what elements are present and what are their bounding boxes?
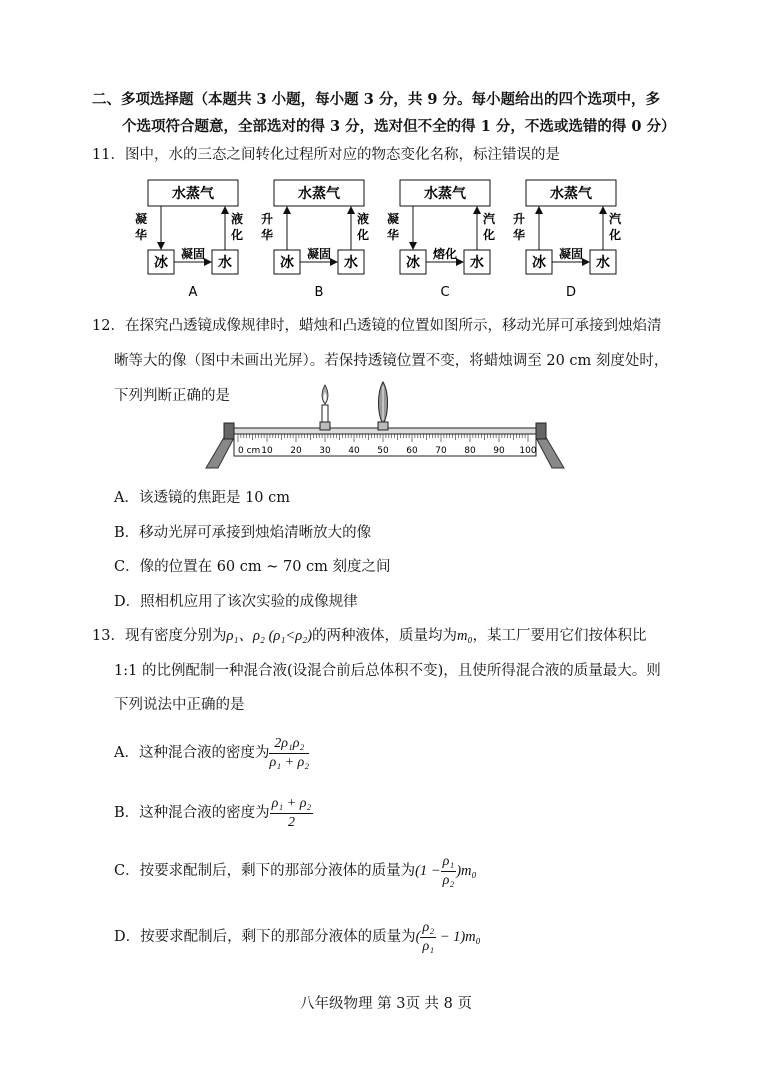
left-arrow-char2: 华 [386, 228, 399, 242]
q13-option-c: C．按要求配制后，剩下的那部分液体的质量为(1 − $\frac{\text{ρ₁}}{\text{ρ₂}}$ )m₀ [114, 853, 477, 888]
right-arrow-char2: 化 [483, 228, 496, 242]
q12-option-c: C．像的位置在 60 cm ~ 70 cm 刻度之间 [114, 559, 391, 575]
optical-bench [200, 378, 570, 470]
water-label: 水 [344, 255, 358, 271]
ruler-label: 40 [348, 446, 360, 456]
right-arrow-char2: 化 [357, 228, 370, 242]
left-arrow-char1: 升 [260, 212, 273, 226]
left-arrow-char2: 华 [134, 228, 147, 242]
diagram-a [135, 180, 243, 300]
diagram-letter: B [314, 285, 324, 300]
bottom-arrow-label: 凝固 [306, 247, 332, 261]
left-arrow-char2: 华 [260, 228, 273, 242]
q13-line1: 13．现有密度分别为ρ₁、ρ₂ (ρ₁<ρ₂)的两种液体，质量均为m₀，某工厂要用它们按体积比 [92, 628, 647, 644]
ruler-label: 100 [519, 446, 537, 456]
bottom-arrow-label: 凝固 [558, 247, 584, 261]
q13-line3: 下列说法中正确的是 [114, 697, 245, 713]
q12-option-d: D．照相机应用了该次实验的成像规律 [114, 594, 358, 610]
right-arrow-char1: 液 [357, 212, 370, 226]
q13-option-b: B．这种混合液的密度为 $\frac{\text{ρ₁ + ρ₂}}{2}$ [114, 795, 312, 830]
left-arrow-char1: 凝 [134, 212, 147, 226]
vapor-label: 水蒸气 [172, 186, 214, 202]
q13-option-d: D．按要求配制后，剩下的那部分液体的质量为( $\frac{\text{ρ₂}}{\text{ρ₁}}$ − 1)m₀ [114, 919, 481, 954]
left-arrow-char1: 凝 [386, 212, 399, 226]
q11-diagrams [130, 172, 630, 302]
q12-line2: 晰等大的像（图中未画出光屏）。若保持透镜位置不变，将蜡烛调至 20 cm 刻度处时， [114, 353, 669, 369]
vapor-label: 水蒸气 [550, 186, 592, 202]
ruler-label: 90 [493, 446, 505, 456]
left-arrow-char1: 升 [512, 212, 525, 226]
diagram-letter: C [440, 285, 450, 300]
ruler-label: 80 [464, 446, 476, 456]
ruler-label: 20 [290, 446, 302, 456]
q11-stem: 11．图中，水的三态之间转化过程所对应的物态变化名称，标注错误的是 [92, 147, 560, 163]
water-label: 水 [218, 255, 232, 271]
rho-list: ρ₁、ρ₂ (ρ₁<ρ₂) [226, 628, 313, 644]
section-title-line1: 二、多项选择题（本题共 3 小题，每小题 3 分，共 9 分。每小题给出的四个选项中，多 [92, 91, 661, 108]
q13-line2: 1:1 的比例配制一种混合液(设混合前后总体积不变)，且使所得混合液的质量最大。则 [114, 663, 661, 679]
q12-line3: 下列判断正确的是 [114, 388, 230, 404]
bottom-arrow-label: 凝固 [180, 247, 206, 261]
ice-label: 冰 [406, 255, 420, 271]
diagram-b [261, 180, 369, 300]
water-label: 水 [470, 255, 484, 271]
ruler-label: 70 [435, 446, 447, 456]
left-arrow-char2: 华 [512, 228, 525, 242]
diagram-letter: A [188, 285, 198, 300]
ruler-label: 30 [319, 446, 331, 456]
ruler-label: 60 [406, 446, 418, 456]
bench-left-clamp [224, 423, 234, 439]
right-arrow-char2: 化 [609, 228, 622, 242]
bottom-arrow-label: 熔化 [432, 247, 458, 261]
m0-symbol: m₀ [457, 628, 473, 644]
diagram-letter: D [565, 285, 577, 300]
q12-line1: 12．在探究凸透镜成像规律时，蜡烛和凸透镜的位置如图所示，移动光屏可承接到烛焰清 [92, 318, 662, 334]
right-arrow-char1: 汽 [483, 212, 496, 226]
ice-label: 冰 [532, 255, 546, 271]
right-arrow-char1: 汽 [609, 212, 622, 226]
water-label: 水 [596, 255, 610, 271]
vapor-label: 水蒸气 [298, 186, 340, 202]
ice-label: 冰 [154, 255, 168, 271]
page-footer: 八年级物理 第 3页 共 8 页 [300, 996, 472, 1012]
q12-option-a: A．该透镜的焦距是 10 cm [114, 490, 291, 506]
section-title-line2: 个选项符合题意，全部选对的得 3 分，选对但不全的得 1 分，不选或选错的得 0 分） [122, 118, 676, 135]
bench-right-clamp [536, 423, 546, 439]
ruler-label: 50 [377, 446, 389, 456]
convex-lens [378, 382, 388, 430]
diagram-c [387, 180, 496, 300]
right-arrow-char2: 化 [231, 228, 244, 242]
candle [320, 385, 330, 430]
ruler-label: 0 cm [238, 446, 261, 456]
q12-option-b: B．移动光屏可承接到烛焰清晰放大的像 [114, 525, 372, 541]
ice-label: 冰 [280, 255, 294, 271]
q13-option-a: A．这种混合液的密度为 $\frac{\text{2ρ₁ρ₂}}{\text{ρ₁ + ρ₂}}$ [114, 735, 310, 770]
right-arrow-char1: 液 [231, 212, 244, 226]
diagram-d [513, 180, 622, 300]
ruler-label: 10 [261, 446, 273, 456]
vapor-label: 水蒸气 [424, 186, 466, 202]
